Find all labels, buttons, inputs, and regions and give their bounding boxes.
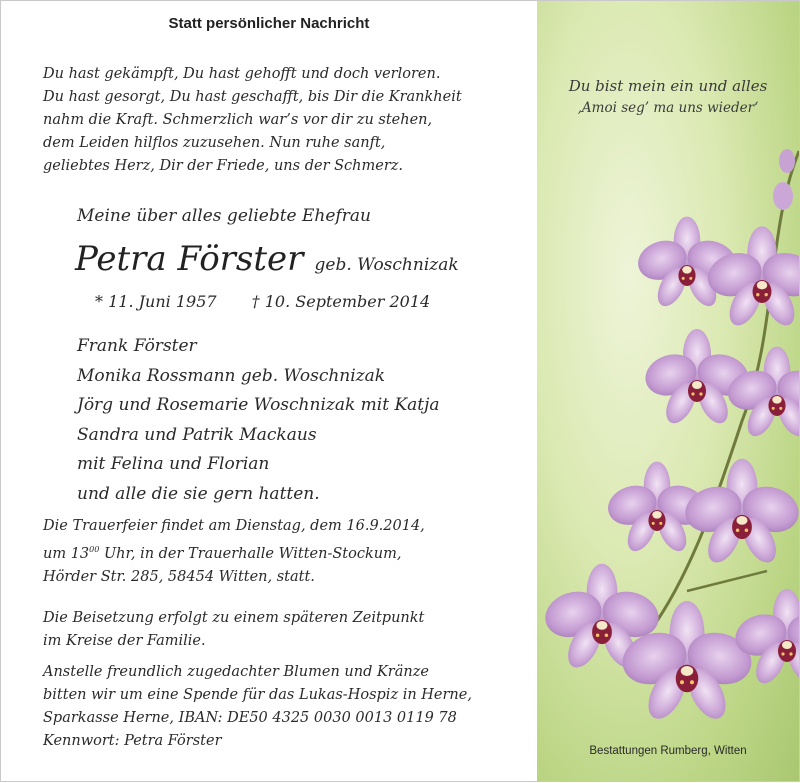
poem-line: nahm die Kraft. Schmerzlich war’s vor dir zu stehen, xyxy=(43,112,433,128)
mourner-line: mit Felina und Florian xyxy=(77,454,270,474)
poem-line: Du hast gekämpft, Du hast gehofft und doch verloren. xyxy=(43,66,441,82)
mourners-list xyxy=(77,332,440,509)
mourner-line: Sandra und Patrik Mackaus xyxy=(77,424,317,445)
poem-line: geliebtes Herz, Dir der Friede, uns der Schmerz. xyxy=(43,158,404,174)
burial-info xyxy=(43,607,424,653)
mourner-line: Jörg und Rosemarie Woschnizak mit Katja xyxy=(77,395,440,415)
notice-header: Statt persönlicher Nachricht xyxy=(168,15,370,32)
donation-info xyxy=(43,661,472,753)
birth-name: geb. Woschnizak xyxy=(314,255,459,275)
burial-line: im Kreise der Familie. xyxy=(43,633,206,649)
funeral-time-prefix: um 13 xyxy=(43,546,90,562)
mourner-line: und alle die sie gern hatten. xyxy=(77,483,320,504)
poem-line: Du hast gesorgt, Du hast geschafft, bis Dir die Krankheit xyxy=(43,89,462,105)
undertaker-credit: Bestattungen Rumberg, Witten xyxy=(589,745,747,757)
orchid-illustration xyxy=(537,1,799,781)
poem-line: dem Leiden hilflos zuzusehen. Nun ruhe sanft, xyxy=(43,135,386,151)
funeral-line: Hörder Str. 285, 58454 Witten, statt. xyxy=(43,569,315,585)
death-date: † 10. September 2014 xyxy=(251,292,431,311)
quote-line-2: ‚Amoi seg’ ma uns wieder‘ xyxy=(577,100,759,116)
poem xyxy=(43,63,523,178)
life-dates xyxy=(95,292,430,311)
mourner-line: Frank Förster xyxy=(77,336,197,356)
funeral-line: Die Trauerfeier findet am Dienstag, dem 16.9.2014, xyxy=(43,518,425,534)
donation-line: Kennwort: Petra Förster xyxy=(43,733,222,749)
orchid-image-panel xyxy=(537,1,799,781)
intro-line: Meine über alles geliebte Ehefrau xyxy=(77,206,371,226)
burial-line: Die Beisetzung erfolgt zu einem späteren Zeitpunkt xyxy=(43,610,425,626)
donation-line: bitten wir um eine Spende für das Lukas-Hospiz in Herne, xyxy=(43,687,472,703)
funeral-info xyxy=(43,515,425,589)
deceased-name-row xyxy=(75,239,459,279)
donation-line: Anstelle freundlich zugedachter Blumen und Kränze xyxy=(43,664,429,680)
deceased-name: Petra Förster xyxy=(75,239,304,279)
funeral-time-minutes: 00 xyxy=(89,545,100,554)
mourner-line: Monika Rossmann geb. Woschnizak xyxy=(77,365,386,386)
text-column xyxy=(1,1,537,783)
quote-line-1: Du bist mein ein und alles xyxy=(568,77,768,95)
birth-date: * 11. Juni 1957 xyxy=(95,292,217,311)
donation-line: Sparkasse Herne, IBAN: DE50 4325 0030 0013 0119 78 xyxy=(43,710,457,726)
funeral-line xyxy=(43,538,425,566)
funeral-time-suffix: Uhr, in der Trauerhalle Witten-Stockum, xyxy=(99,546,402,562)
